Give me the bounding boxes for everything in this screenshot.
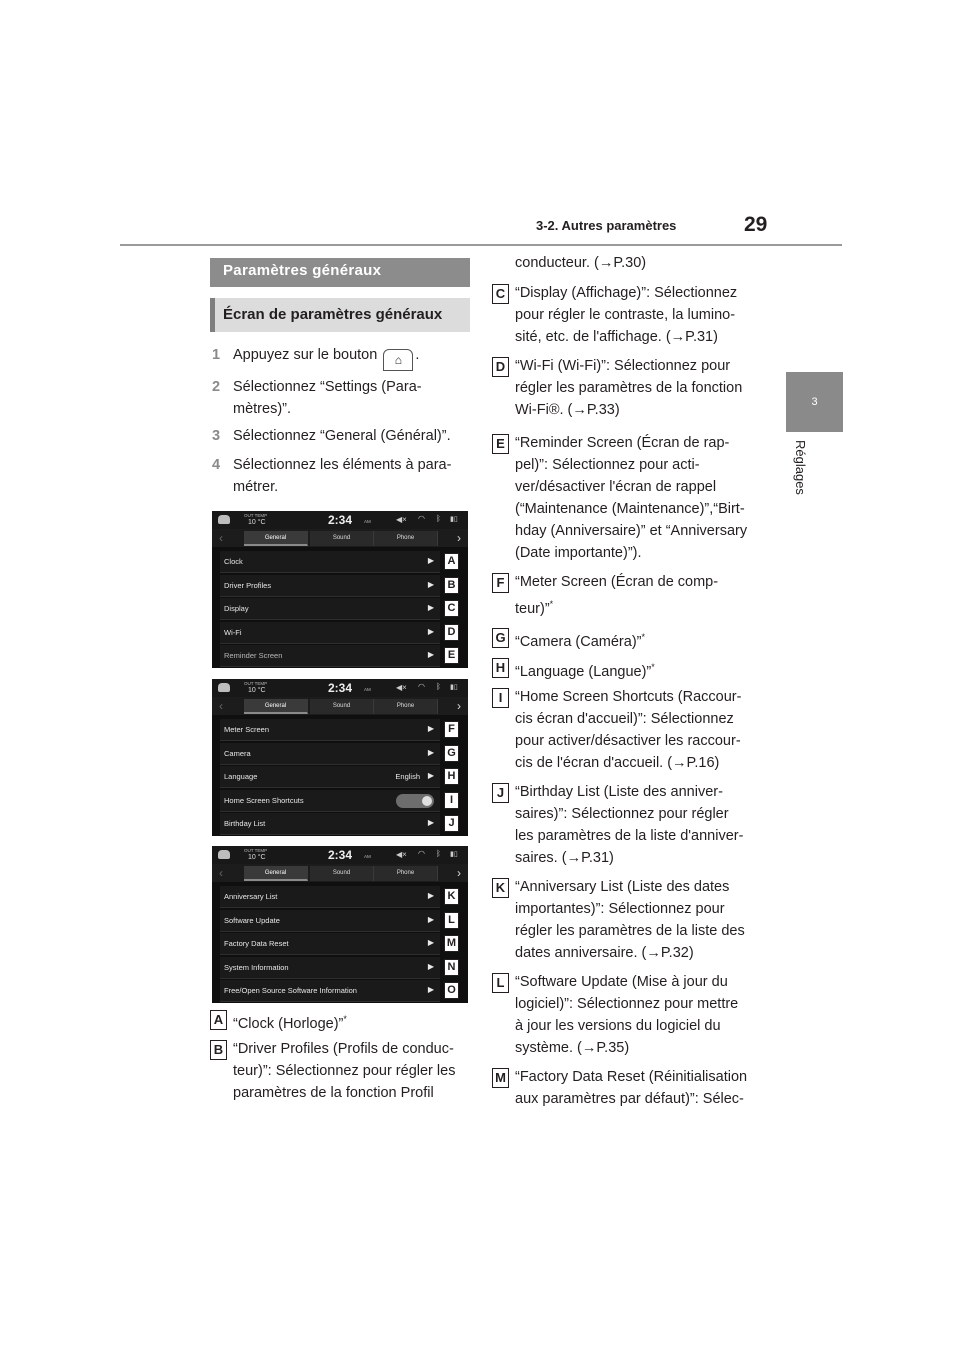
settings-row[interactable] (220, 933, 440, 955)
callout-badge: D (444, 624, 459, 641)
continuation-text (492, 252, 728, 274)
car-icon (218, 850, 230, 859)
out-temp-value: 10 °C (248, 854, 266, 861)
step-1 (212, 344, 467, 371)
home-icon: ⌂ (383, 349, 413, 371)
toggle-switch[interactable] (396, 794, 434, 808)
out-temp-label: OUT TEMP (244, 848, 268, 853)
callout-definition (492, 571, 748, 620)
callout-badge: I (444, 792, 459, 809)
settings-screen (212, 511, 468, 668)
callout-badge: I (492, 688, 509, 708)
chevron-right-icon: ▶ (427, 818, 434, 827)
tab-general[interactable]: General (244, 531, 308, 546)
bluetooth-icon: ᛒ (436, 849, 441, 858)
settings-row[interactable] (220, 575, 440, 597)
settings-row[interactable] (220, 645, 440, 667)
chevron-right-icon: ▶ (427, 603, 434, 612)
chevron-right-icon: ▶ (427, 985, 434, 994)
status-bar (212, 846, 468, 864)
callout-badge: L (492, 973, 509, 993)
tab-bar (212, 697, 468, 715)
settings-row[interactable] (220, 910, 440, 932)
callout-text-body: “Software Update (Mise à jour du logiciel)”: Sélectionnez pour mettre à jour les versions du logiciel du système. (→P.35) (515, 974, 739, 1056)
settings-row[interactable] (220, 957, 440, 979)
callout-badge: G (444, 745, 459, 762)
next-chevron-icon[interactable]: › (457, 699, 461, 713)
car-icon (218, 683, 230, 692)
step-number: 1 (212, 347, 221, 363)
out-temp-label: OUT TEMP (244, 681, 268, 686)
bluetooth-icon: ᛒ (436, 682, 441, 691)
callout-badge: L (444, 912, 459, 929)
callout-badge: J (444, 815, 459, 832)
footnote-marker: * (651, 662, 655, 672)
tab-sound[interactable]: Sound (310, 699, 374, 714)
settings-row[interactable] (220, 719, 440, 741)
callout-badge: E (444, 647, 459, 664)
settings-row[interactable] (220, 743, 440, 765)
tab-bar (212, 529, 468, 547)
page-number: 29 (744, 213, 768, 236)
callout-text-body: “Factory Data Reset (Réinitialisation aux paramètres par défaut)”: Sélec- (515, 1069, 748, 1107)
callout-badge: A (444, 553, 459, 570)
step-number: 3 (212, 428, 221, 444)
settings-row-label: Home Screen Shortcuts (224, 795, 304, 805)
tab-phone[interactable]: Phone (374, 699, 438, 714)
wifi-icon: ◠ (418, 514, 425, 523)
callout-badge: O (444, 982, 459, 999)
tab-phone[interactable]: Phone (374, 531, 438, 546)
callout-text (492, 971, 748, 1059)
callout-text (492, 282, 748, 348)
settings-row-label: Driver Profiles (224, 580, 272, 590)
settings-row-label: Language (224, 772, 258, 781)
chevron-right-icon: ▶ (427, 556, 434, 565)
step-number: 2 (212, 379, 221, 395)
callout-badge: H (492, 658, 509, 678)
callout-text-body: “Wi-Fi (Wi-Fi)”: Sélectionnez pour régler les paramètres de la fonction Wi-Fi®. (→P.33) (515, 358, 743, 418)
settings-row[interactable] (220, 886, 440, 908)
footnote-marker: * (549, 599, 554, 609)
settings-row[interactable] (220, 980, 440, 1002)
bluetooth-icon: ᛒ (436, 514, 441, 523)
callout-definition (492, 876, 748, 964)
signal-icon: ▮▯ (450, 684, 458, 691)
chevron-right-icon: ▶ (427, 650, 434, 659)
car-icon (218, 515, 230, 524)
settings-row-label: Meter Screen (224, 725, 270, 734)
settings-row-label: Software Update (224, 915, 280, 925)
footnote-marker: * (641, 632, 646, 642)
wifi-icon: ◠ (418, 682, 425, 691)
settings-row-value: English (395, 772, 420, 781)
chevron-right-icon: ▶ (427, 579, 434, 589)
clock-time: 2:34 (328, 513, 353, 527)
chevron-right-icon: ▶ (427, 771, 434, 780)
callout-badge: M (444, 935, 459, 952)
callout-text-body: “Clock (Horloge)” (233, 1015, 344, 1032)
callout-text (210, 1038, 462, 1104)
subsection-heading: Écran de paramètres généraux (210, 298, 470, 332)
step-text: Sélectionnez “General (Général)”. (233, 428, 451, 444)
callout-text-body: “Home Screen Shortcuts (Raccour-cis écran d'accueil)”: Sélectionnez pour activer/désactiver les raccour-cis de l'écran d'accueil. (→P.16) (515, 689, 742, 771)
callout-text (492, 432, 748, 564)
callout-badge: F (444, 721, 459, 738)
callout-definition (492, 432, 748, 564)
settings-screen (212, 679, 468, 836)
tab-phone[interactable]: Phone (374, 866, 438, 881)
back-chevron-icon[interactable]: ‹ (219, 531, 223, 545)
signal-icon: ▮▯ (450, 851, 458, 858)
section-heading: Paramètres généraux (210, 258, 470, 287)
settings-row-label: Clock (224, 557, 243, 566)
settings-screen (212, 846, 468, 1003)
settings-row-label: Free/Open Source Software Information (224, 986, 357, 995)
callout-badge: E (492, 434, 509, 454)
settings-row-label: Display (224, 604, 249, 613)
tab-bar (212, 864, 468, 882)
next-chevron-icon[interactable]: › (457, 866, 461, 880)
chapter-tab: 3 (786, 372, 843, 432)
callout-definition (210, 1038, 462, 1104)
tab-sound[interactable]: Sound (310, 866, 374, 881)
clock-ampm: AM (364, 687, 371, 692)
settings-row[interactable] (220, 622, 440, 644)
callout-text (492, 781, 748, 869)
tab-general[interactable]: General (244, 866, 308, 881)
callout-text-body: “Camera (Caméra)” (515, 633, 642, 650)
back-chevron-icon[interactable]: ‹ (219, 699, 223, 713)
callout-text-body: “Anniversary List (Liste des dates importantes)”: Sélectionnez pour régler les paramètres de la liste des dates anniversaire. (→P.32) (515, 879, 745, 961)
callout-text (492, 355, 748, 421)
callout-definition (492, 656, 748, 683)
chevron-right-icon: ▶ (427, 747, 434, 757)
settings-row-label: Birthday List (224, 819, 266, 828)
clock-ampm: AM (364, 854, 371, 859)
footnote-marker: * (343, 1014, 347, 1024)
out-temp-value: 10 °C (248, 687, 266, 694)
step-number: 4 (212, 457, 221, 473)
step-text: Sélectionnez “Settings (Para-mètres)”. (233, 379, 422, 417)
callout-badge: K (492, 878, 509, 898)
chevron-right-icon: ▶ (427, 961, 434, 971)
step-3 (212, 425, 467, 447)
callout-text (492, 571, 748, 620)
callout-definition (210, 1008, 462, 1035)
next-chevron-icon[interactable]: › (457, 531, 461, 545)
status-bar (212, 511, 468, 529)
callout-definition (492, 282, 748, 348)
section-title: 3-2. Autres paramètres (536, 218, 677, 233)
callout-definition (492, 686, 748, 774)
callout-badge: C (492, 284, 509, 304)
callout-definition (492, 1066, 748, 1110)
callout-badge: H (444, 768, 459, 785)
settings-row-label: Factory Data Reset (224, 939, 289, 948)
out-temp-value: 10 °C (248, 519, 266, 526)
settings-row-label: Camera (224, 748, 251, 758)
settings-row[interactable] (220, 813, 440, 835)
callout-badge: B (210, 1040, 227, 1060)
clock-time: 2:34 (328, 848, 353, 862)
callout-definition (492, 626, 748, 653)
mute-icon: ◀× (396, 515, 407, 524)
tab-general[interactable]: General (244, 699, 308, 714)
callout-text (492, 686, 748, 774)
step-text: Sélectionnez les éléments à para-métrer. (233, 457, 452, 495)
callout-text-body: “Birthday List (Liste des anniver-saires)”: Sélectionnez pour régler les paramètres de la liste d'anniver-saires. (→P.31) (515, 784, 744, 866)
clock-time: 2:34 (328, 681, 353, 695)
chevron-right-icon: ▶ (427, 914, 434, 924)
callout-badge: N (444, 959, 459, 976)
chevron-right-icon: ▶ (427, 724, 434, 733)
callout-text-body: “Meter Screen (Écran de comp-teur)” (515, 574, 719, 617)
clock-ampm: AM (364, 519, 371, 524)
settings-row-label: System Information (224, 962, 289, 972)
settings-row[interactable] (220, 790, 440, 812)
callout-badge: G (492, 628, 509, 648)
callout-badge: D (492, 357, 509, 377)
callout-badge: M (492, 1068, 509, 1088)
callout-text (210, 1008, 462, 1035)
callout-badge: B (444, 577, 459, 594)
wifi-icon: ◠ (418, 849, 425, 858)
callout-badge: J (492, 783, 509, 803)
settings-row[interactable] (220, 766, 440, 788)
chevron-right-icon: ▶ (427, 626, 434, 636)
callout-text-body: “Driver Profiles (Profils de conduc-teur)”: Sélectionnez pour régler les paramètres de la fonction Profil (233, 1041, 456, 1101)
mute-icon: ◀× (396, 850, 407, 859)
out-temp-label: OUT TEMP (244, 513, 268, 518)
callout-definition (492, 971, 748, 1059)
step-text-end: . (415, 347, 420, 363)
mute-icon: ◀× (396, 683, 407, 692)
settings-row[interactable] (220, 598, 440, 620)
step-text: Appuyez sur le bouton (233, 347, 378, 363)
settings-row-label: Reminder Screen (224, 651, 283, 660)
chapter-label: Réglages (793, 440, 808, 495)
callout-badge: F (492, 573, 509, 593)
callout-badge: K (444, 888, 459, 905)
settings-row[interactable] (220, 551, 440, 573)
chevron-right-icon: ▶ (427, 938, 434, 947)
header-rule (120, 244, 842, 246)
callout-text (492, 876, 748, 964)
callout-text: conducteur. (→P.30) (515, 255, 647, 271)
callout-definition (492, 355, 748, 421)
settings-row-label: Anniversary List (224, 892, 278, 901)
callout-definition (492, 781, 748, 869)
step-2 (212, 376, 467, 420)
chevron-right-icon: ▶ (427, 891, 434, 900)
status-bar (212, 679, 468, 697)
callout-text (492, 1066, 748, 1110)
callout-text (492, 656, 748, 683)
callout-badge: C (444, 600, 459, 617)
callout-text (492, 626, 748, 653)
callout-badge: A (210, 1010, 227, 1030)
signal-icon: ▮▯ (450, 516, 458, 523)
step-4 (212, 454, 467, 498)
settings-row-label: Wi-Fi (224, 627, 242, 637)
callout-text-body: “Display (Affichage)”: Sélectionnez pour régler le contraste, la lumino-sité, etc. de l'affichage. (→P.31) (515, 285, 738, 345)
callout-text-body: “Reminder Screen (Écran de rap-pel)”: Sélectionnez pour acti-ver/désactiver l'écran de rappel (“Maintenance (Maintenance)”,“Birt-hday (Anniversaire)” et “Anniversary (Date importante)”). (515, 435, 748, 561)
callout-text-body: “Language (Langue)” (515, 663, 652, 680)
back-chevron-icon[interactable]: ‹ (219, 866, 223, 880)
tab-sound[interactable]: Sound (310, 531, 374, 546)
